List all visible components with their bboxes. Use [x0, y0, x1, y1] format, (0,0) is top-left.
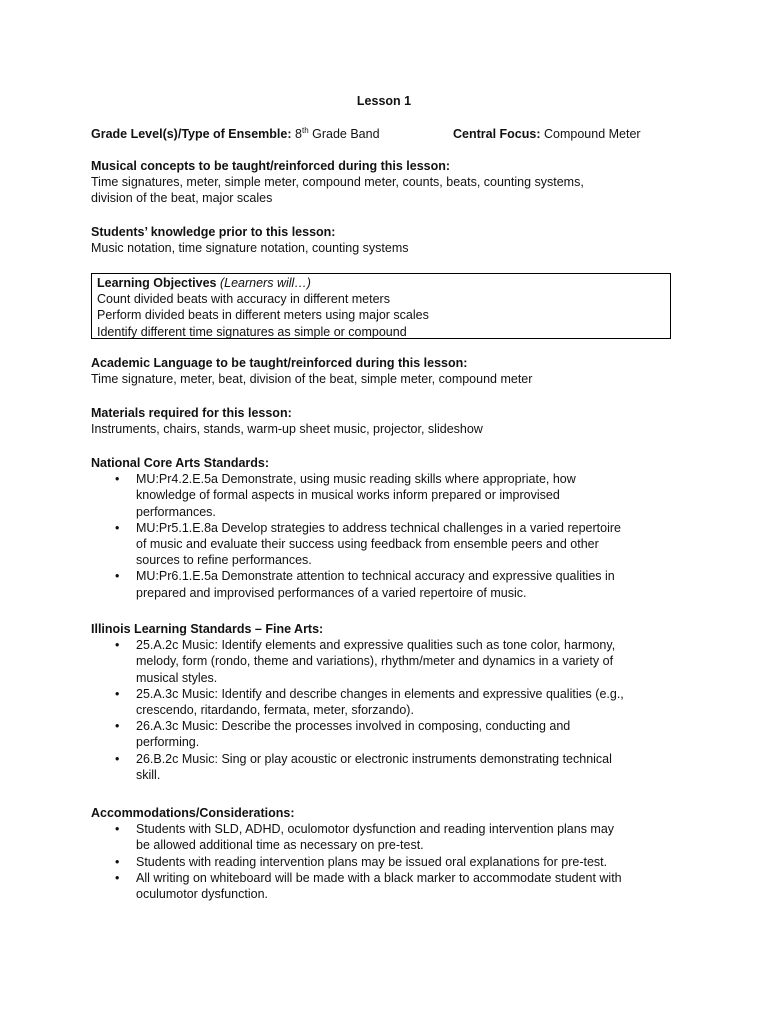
lesson-title: Lesson 1	[356, 94, 412, 108]
objectives-heading: Learning Objectives	[97, 276, 217, 290]
national-standards-section	[91, 455, 691, 601]
list-item: • MU:Pr5.1.E.8a Develop strategies to address technical challenges in a varied repertoire of music and evaluate their success using feedback from ensemble peers and other sources to refine performances.	[91, 520, 691, 569]
list-item: • Students with reading intervention plans may be issued oral explanations for pre-test.	[91, 854, 691, 870]
list-item: • MU:Pr4.2.E.5a Demonstrate, using music reading skills where appropriate, how knowledge of formal aspects in musical works inform prepared or improvised performances.	[91, 471, 691, 520]
academic-section	[91, 355, 691, 387]
central-focus	[453, 126, 641, 142]
objectives-subheading: (Learners will…)	[219, 276, 311, 290]
list-item: • Students with SLD, ADHD, oculomotor dysfunction and reading intervention plans may be allowed additional time as necessary on pre-test.	[91, 821, 691, 853]
concepts-section	[91, 158, 691, 207]
list-item: • 26.B.2c Music: Sing or play acoustic or electronic instruments demonstrating technical skill.	[91, 751, 691, 783]
illinois-heading: Illinois Learning Standards – Fine Arts:	[91, 622, 324, 636]
concepts-line: Time signatures, meter, simple meter, compound meter, counts, beats, counting systems,	[91, 175, 584, 190]
list-item: • 25.A.2c Music: Identify elements and expressive qualities such as tone color, harmony, melody, form (rondo, theme and variations), rhythm/meter and dynamics in a variety of musical styles.	[91, 637, 691, 686]
list-item: • 26.A.3c Music: Describe the processes involved in composing, conducting and performing.	[91, 718, 691, 750]
accommodations-section	[91, 805, 691, 902]
prior-text: Music notation, time signature notation, counting systems	[91, 241, 409, 256]
accommodations-list	[91, 821, 691, 902]
illinois-list	[91, 637, 691, 783]
accommodations-heading: Accommodations/Considerations:	[91, 806, 295, 820]
grade-row	[91, 126, 691, 142]
academic-text: Time signature, meter, beat, division of the beat, simple meter, compound meter	[91, 372, 533, 387]
concepts-heading: Musical concepts to be taught/reinforced during this lesson:	[91, 159, 451, 173]
illinois-standards-section	[91, 621, 691, 783]
national-list	[91, 471, 691, 601]
national-heading: National Core Arts Standards:	[91, 456, 270, 470]
concepts-line: division of the beat, major scales	[91, 191, 273, 206]
materials-heading: Materials required for this lesson:	[91, 406, 292, 420]
grade-label: Grade Level(s)/Type of Ensemble:	[91, 127, 292, 141]
focus-label: Central Focus:	[453, 127, 541, 141]
materials-section	[91, 405, 691, 437]
list-item: • 25.A.3c Music: Identify and describe changes in elements and expressive qualities (e.g., crescendo, ritardando, fermata, meter, sforzando).	[91, 686, 691, 718]
materials-text: Instruments, chairs, stands, warm-up sheet music, projector, slideshow	[91, 422, 483, 437]
focus-value: Compound Meter	[544, 127, 641, 141]
learning-objectives-box	[91, 273, 671, 339]
academic-heading: Academic Language to be taught/reinforced during this lesson:	[91, 356, 468, 370]
objective-item: Identify different time signatures as simple or compound	[97, 324, 407, 339]
list-item: • MU:Pr6.1.E.5a Demonstrate attention to technical accuracy and expressive qualities in prepared and improvised performances of a varied repertoire of music.	[91, 568, 691, 600]
grade-value: 8th Grade Band	[295, 125, 380, 141]
objectives-heading-row	[97, 275, 665, 291]
prior-section	[91, 224, 691, 256]
objective-item: Count divided beats with accuracy in different meters	[97, 292, 390, 307]
prior-heading: Students’ knowledge prior to this lesson:	[91, 225, 336, 239]
objective-item: Perform divided beats in different meters using major scales	[97, 308, 429, 323]
list-item: • All writing on whiteboard will be made with a black marker to accommodate student with oculumotor dysfunction.	[91, 870, 691, 902]
